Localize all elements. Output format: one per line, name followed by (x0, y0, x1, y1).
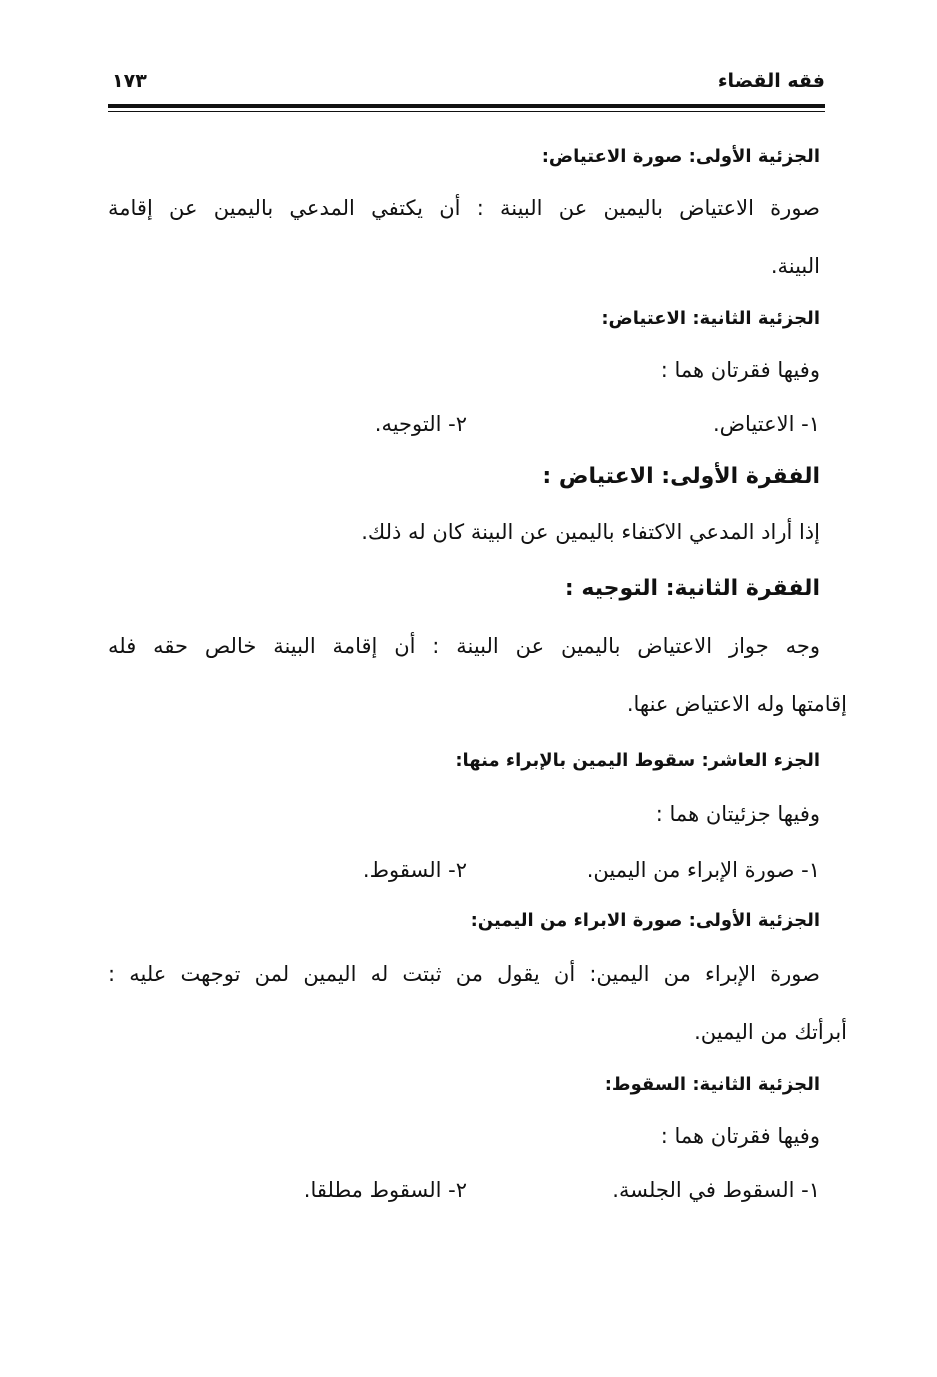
paragraph-line: أبرأتك من اليمين. (694, 1020, 847, 1044)
paragraph-line: وفيها فقرتان هما : (660, 358, 820, 382)
subheading: الجزئية الأولى: صورة الابراء من اليمين: (470, 910, 820, 931)
paragraph-line: إذا أراد المدعي الاكتفاء باليمين عن البينة كان له ذلك. (361, 520, 820, 544)
paragraph-line: إقامتها وله الاعتياض عنها. (626, 692, 847, 716)
list-item: ١- الاعتياض. (712, 412, 820, 436)
page-number: ١٧٣ (112, 70, 147, 92)
section-heading: الفقرة الأولى: الاعتياض : (542, 464, 820, 489)
list-item: ٢- السقوط مطلقا. (303, 1178, 467, 1202)
header-title: فقه القضاء (717, 70, 825, 92)
paragraph-line: صورة الاعتياض باليمين عن البينة : أن يكتفي المدعي باليمين عن إقامة (108, 196, 820, 220)
list-item: ١- صورة الإبراء من اليمين. (586, 858, 820, 882)
subheading: الجزء العاشر: سقوط اليمين بالإبراء منها: (455, 750, 820, 771)
header-rule-thin (108, 111, 825, 112)
subheading: الجزئية الثانية: السقوط: (604, 1074, 820, 1095)
paragraph-line: صورة الإبراء من اليمين: أن يقول من ثبتت له اليمين لمن توجهت عليه : (108, 962, 820, 986)
subheading: الجزئية الثانية: الاعتياض: (601, 308, 820, 329)
section-heading: الفقرة الثانية: التوجيه : (564, 576, 820, 601)
subheading: الجزئية الأولى: صورة الاعتياض: (541, 146, 820, 167)
list-item: ٢- التوجيه. (374, 412, 467, 436)
header-rule-thick (108, 104, 825, 108)
paragraph-line: وجه جواز الاعتياض باليمين عن البينة : أن إقامة البينة خالص حقه فله (108, 634, 820, 658)
list-item: ١- السقوط في الجلسة. (612, 1178, 820, 1202)
list-item: ٢- السقوط. (362, 858, 467, 882)
paragraph-line: البينة. (770, 254, 820, 278)
running-header (108, 70, 825, 100)
paragraph-line: وفيها جزئيتان هما : (655, 802, 820, 826)
paragraph-line: وفيها فقرتان هما : (660, 1124, 820, 1148)
